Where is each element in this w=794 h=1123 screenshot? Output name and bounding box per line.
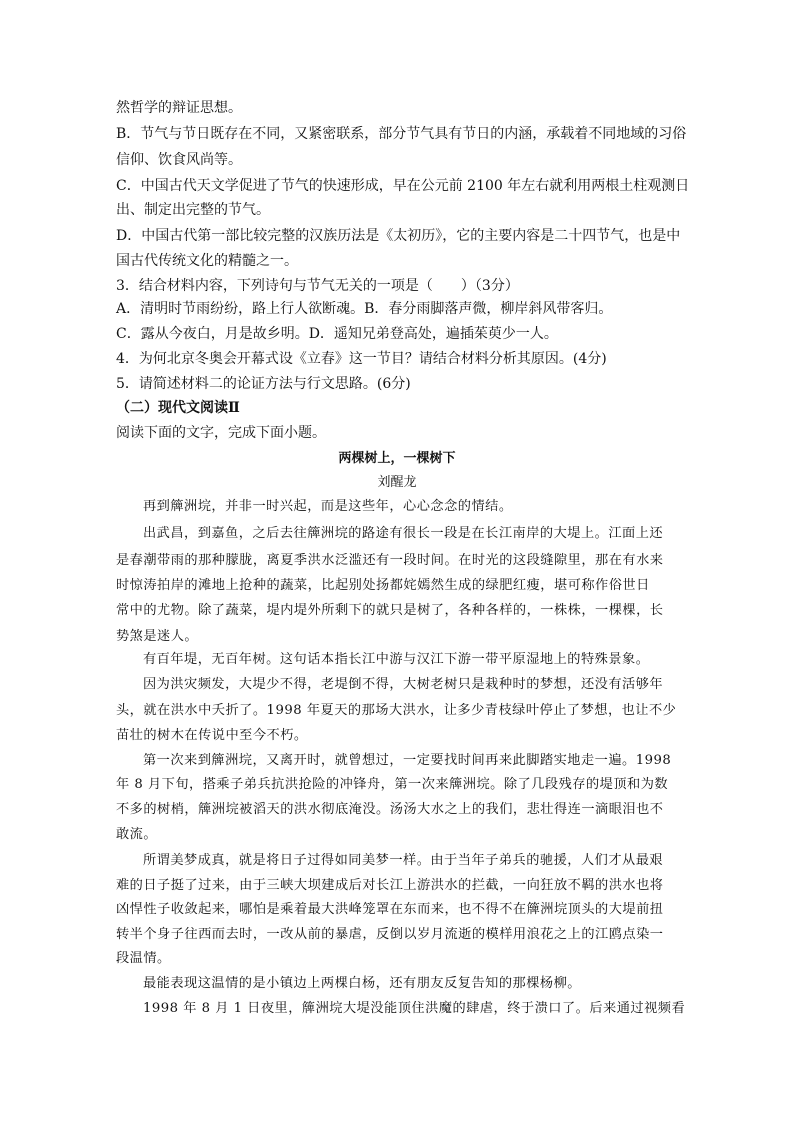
paragraph-2-line-2: 是春潮带雨的那种朦胧，离夏季洪水泛滥还有一段时间。在时光的这段缝隙里，那在有水来 xyxy=(116,553,664,568)
option-b-line-1: B．节气与节日既存在不同，又紧密联系，部分节气具有节日的内涵，承载着不同地域的习俗 xyxy=(116,126,687,142)
question-3: 3．结合材料内容，下列诗句与节气无关的一项是（ ）（3分） xyxy=(116,278,519,294)
text-line: 然哲学的辩证思想。 xyxy=(116,100,242,116)
paragraph-2-line-4: 常中的尤物。除了蔬菜，堤内堤外所剩下的就只是树了，各种各样的，一株株，一棵棵，长 xyxy=(116,603,664,618)
reading-instruction: 阅读下面的文字，完成下面小题。 xyxy=(116,425,326,441)
paragraph-5-line-2: 年 8 月下旬，搭乘子弟兵抗洪抢险的冲锋舟，第一次来簰洲垸。除了几段残存的堤顶和为数 xyxy=(116,777,669,792)
option-c-line-1: C．中国古代天文学促进了节气的快速形成，早在公元前 2100 年左右就利用两根土柱观测日 xyxy=(116,178,690,194)
paragraph-5-line-1: 第一次来到簰洲垸，又离开时，就曾想过，一定要找时间再来此脚踏实地走一遍。1998 xyxy=(143,753,672,768)
paragraph-2-line-1: 出武昌，到嘉鱼，之后去往簰洲垸的路途有很长一段是在长江南岸的大堤上。江面上还 xyxy=(143,526,664,541)
question-3-options-cd: C．露从今夜白，月是故乡明。D．遥知兄弟登高处，遍插茱萸少一人。 xyxy=(116,326,558,342)
paragraph-5-line-3: 不多的树梢，簰洲垸被滔天的洪水彻底淹没。汤汤大水之上的我们，悲壮得连一滴眼泪也不 xyxy=(116,802,664,817)
option-c-line-2: 出、制定出完整的节气。 xyxy=(116,202,270,218)
paragraph-2-line-3: 时惊涛拍岸的滩地上抢种的蔬菜，比起别处扬都姹嫣然生成的绿肥红瘦，堪可称作俗世日 xyxy=(116,578,650,593)
paragraph-5-line-4: 敢流。 xyxy=(116,827,158,842)
option-d-line-2: 国古代传统文化的精髓之一。 xyxy=(116,253,298,269)
paragraph-1: 再到簰洲垸，并非一时兴起，而是这些年，心心念念的情结。 xyxy=(143,499,513,514)
option-b-line-2: 信仰、饮食风尚等。 xyxy=(116,152,242,168)
section-title: （二）现代文阅读Ⅱ xyxy=(116,400,240,416)
paragraph-2-line-5: 势煞是迷人。 xyxy=(116,629,199,644)
paragraph-4-line-1: 因为洪灾频发，大堤少不得，老堤倒不得，大树老树只是栽种时的梦想，还没有活够年 xyxy=(143,677,664,692)
paragraph-8-line-1: 1998 年 8 月 1 日夜里，簰洲垸大堤没能顶住洪魔的肆虐，终于溃口了。后来通过视频看 xyxy=(143,1001,686,1016)
question-5: 5．请简述材料二的论证方法与行文思路。(6分) xyxy=(116,376,411,392)
paragraph-6-line-3: 凶悍性子收敛起来，哪怕是乘着最大洪峰笼罩在东而来，也不得不在簰洲垸顶头的大堤前扭 xyxy=(116,902,664,917)
question-4: 4．为何北京冬奥会开幕式设《立春》这一节目？请结合材料分析其原因。(4分) xyxy=(116,351,607,367)
article-author: 刘醒龙 xyxy=(377,475,417,490)
paragraph-6-line-1: 所谓美梦成真，就是将日子过得如同美梦一样。由于当年子弟兵的驰援，人们才从最艰 xyxy=(143,853,664,868)
option-d-line-1: D．中国古代第一部比较完整的汉族历法是《太初历》，它的主要内容是二十四节气，也是中 xyxy=(116,228,681,244)
paragraph-7: 最能表现这温情的是小镇边上两棵白杨，还有朋友反复告知的那棵杨柳。 xyxy=(143,976,581,991)
paragraph-4-line-3: 苗壮的树木在传说中至今不朽。 xyxy=(116,728,308,743)
article-title: 两棵树上，一棵树下 xyxy=(338,451,456,466)
paragraph-3: 有百年堤，无百年树。这句话本指长江中游与汉江下游一带平原湿地上的特殊景象。 xyxy=(143,652,650,667)
paragraph-4-line-2: 头，就在洪水中夭折了。1998 年夏天的那场大洪水，让多少青枝绿叶停止了梦想，也让不少 xyxy=(116,703,677,718)
paragraph-6-line-2: 难的日子挺了过来，由于三峡大坝建成后对长江上游洪水的拦截，一向狂放不羁的洪水也将 xyxy=(116,878,664,893)
question-3-options-ab: A．清明时节雨纷纷，路上行人欲断魂。B．春分雨脚落声微，柳岸斜风带客归。 xyxy=(116,301,613,317)
paragraph-6-line-4: 转半个身子往西而去时，一改从前的暴虐，反倒以岁月流逝的模样用浪花之上的江鸥点染一 xyxy=(116,927,664,942)
paragraph-6-line-5: 段温情。 xyxy=(116,951,171,966)
